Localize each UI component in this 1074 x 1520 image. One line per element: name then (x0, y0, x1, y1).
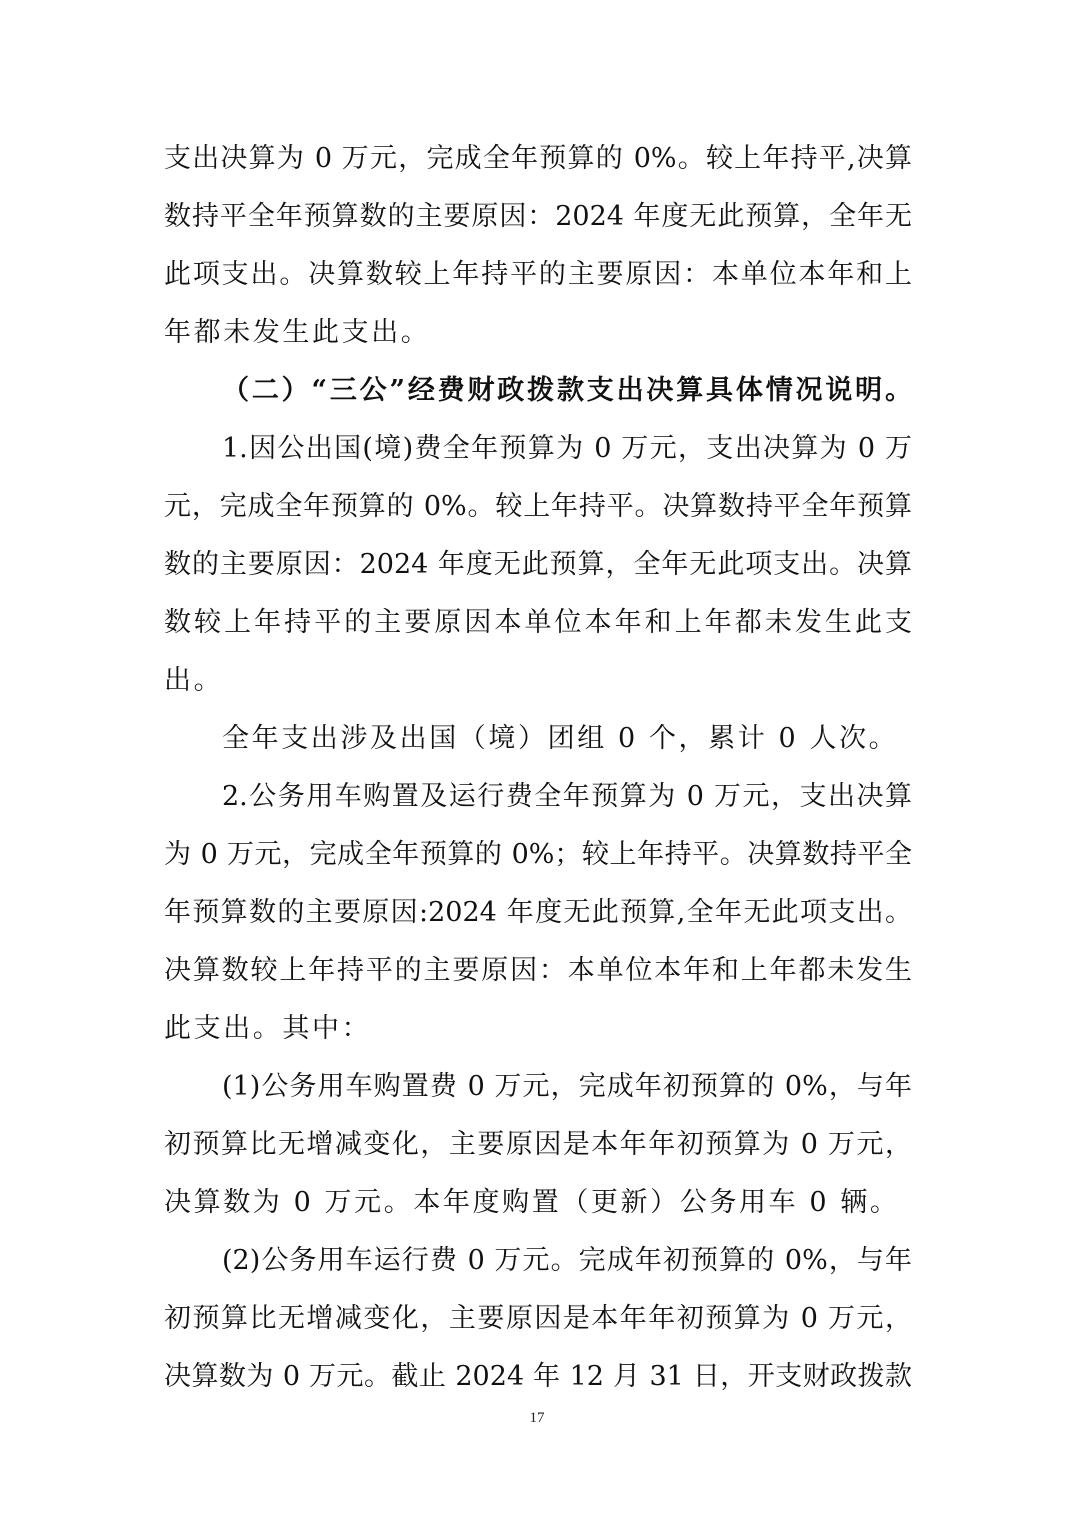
text-line: (2)公务用车运行费 0 万元。完成年初预算的 0%，与年 (222, 1245, 912, 1276)
text-line: 全年支出涉及出国（境）团组 0 个，累计 0 人次。 (222, 723, 899, 754)
section-heading: （二）“三公”经费财政拨款支出决算具体情况说明。 (222, 375, 912, 406)
text-line: 此支出。其中： (164, 1013, 372, 1044)
text-line: 决算数较上年持平的主要原因：本单位本年和上年都未发生 (164, 955, 912, 986)
text-line: 年都未发生此支出。 (164, 317, 431, 348)
text-line: 支出决算为 0 万元，完成全年预算的 0%。较上年持平,决算 (164, 143, 912, 174)
text-line: 1.因公出国(境)费全年预算为 0 万元，支出决算为 0 万 (222, 433, 912, 464)
text-line: 初预算比无增减变化，主要原因是本年年初预算为 0 万元， (164, 1303, 912, 1334)
text-line: 数的主要原因：2024 年度无此预算，全年无此项支出。决算 (164, 549, 912, 580)
text-line: 年预算数的主要原因:2024 年度无此预算,全年无此项支出。 (164, 897, 912, 928)
text-line: 数较上年持平的主要原因本单位本年和上年都未发生此支 (164, 607, 912, 638)
text-line: (1)公务用车购置费 0 万元，完成年初预算的 0%，与年 (222, 1071, 912, 1102)
text-line: 出。 (164, 665, 224, 696)
text-line: 决算数为 0 万元。本年度购置（更新）公务用车 0 辆。 (164, 1187, 900, 1218)
page-number: 17 (529, 1410, 545, 1426)
text-line: 元，完成全年预算的 0%。较上年持平。决算数持平全年预算 (164, 491, 912, 522)
text-line: 此项支出。决算数较上年持平的主要原因：本单位本年和上 (164, 259, 912, 290)
text-line: 数持平全年预算数的主要原因：2024 年度无此预算，全年无 (164, 201, 912, 232)
text-line: 2.公务用车购置及运行费全年预算为 0 万元，支出决算 (222, 781, 912, 812)
text-line: 初预算比无增减变化，主要原因是本年年初预算为 0 万元， (164, 1129, 912, 1160)
body-text (164, 134, 912, 1410)
text-line: 决算数为 0 万元。截止 2024 年 12 月 31 日，开支财政拨款 (164, 1361, 912, 1392)
text-line: 为 0 万元，完成全年预算的 0%；较上年持平。决算数持平全 (164, 839, 912, 870)
